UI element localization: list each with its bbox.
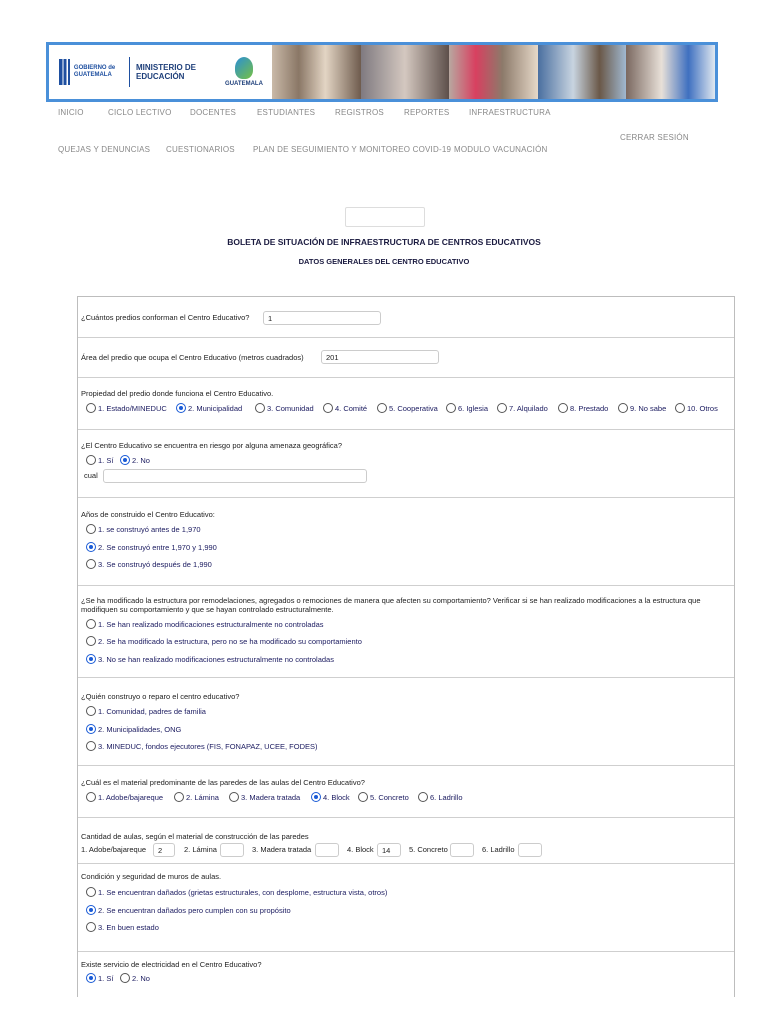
radio-icon[interactable] bbox=[120, 973, 130, 983]
cantidad-lamina-input[interactable] bbox=[220, 843, 244, 857]
area-input[interactable]: 201 bbox=[321, 350, 439, 364]
radio-icon[interactable] bbox=[86, 619, 96, 629]
propiedad-opt-3[interactable]: 3. Comunidad bbox=[255, 403, 314, 413]
radio-selected-icon[interactable] bbox=[86, 724, 96, 734]
radio-icon[interactable] bbox=[675, 403, 685, 413]
predios-label: ¿Cuántos predios conforman el Centro Educativo? bbox=[81, 313, 250, 322]
material-opt-3[interactable]: 3. Madera tratada bbox=[229, 792, 300, 802]
section-electricidad bbox=[78, 951, 734, 997]
cantidad-madera-input[interactable] bbox=[315, 843, 339, 857]
radio-icon[interactable] bbox=[86, 792, 96, 802]
section-quien bbox=[78, 677, 734, 766]
radio-icon[interactable] bbox=[446, 403, 456, 413]
section-predios bbox=[78, 297, 734, 338]
propiedad-opt-1[interactable]: 1. Estado/MINEDUC bbox=[86, 403, 167, 413]
radio-selected-icon[interactable] bbox=[86, 905, 96, 915]
nav-inicio[interactable]: INICIO bbox=[58, 108, 84, 117]
propiedad-opt-2[interactable]: 2. Municipalidad bbox=[176, 403, 242, 413]
muros-opt-2[interactable]: 2. Se encuentran dañados pero cumplen con su propósito bbox=[86, 905, 291, 915]
radio-icon[interactable] bbox=[86, 636, 96, 646]
flag-icon bbox=[59, 59, 70, 85]
radio-icon[interactable] bbox=[86, 741, 96, 751]
radio-icon[interactable] bbox=[255, 403, 265, 413]
propiedad-opt-7[interactable]: 7. Alquilado bbox=[497, 403, 548, 413]
propiedad-opt-8[interactable]: 8. Prestado bbox=[558, 403, 608, 413]
radio-icon[interactable] bbox=[86, 524, 96, 534]
radio-selected-icon[interactable] bbox=[86, 542, 96, 552]
nav-plan-covid[interactable]: PLAN DE SEGUIMIENTO Y MONITOREO COVID-19 bbox=[253, 145, 452, 154]
cantidad-lamina-label: 2. Lámina bbox=[184, 845, 217, 854]
quien-label: ¿Quién construyo o reparo el centro educativo? bbox=[81, 692, 240, 701]
cantidad-concreto-input[interactable] bbox=[450, 843, 474, 857]
quien-opt-1[interactable]: 1. Comunidad, padres de familia bbox=[86, 706, 206, 716]
radio-icon[interactable] bbox=[86, 559, 96, 569]
cual-label: cual bbox=[84, 471, 98, 480]
propiedad-opt-10[interactable]: 10. Otros bbox=[675, 403, 718, 413]
nav-docentes[interactable]: DOCENTES bbox=[190, 108, 237, 117]
guatemala-logo: GUATEMALA bbox=[216, 45, 272, 99]
modif-opt-3[interactable]: 3. No se han realizado modificaciones estructuralmente no controladas bbox=[86, 654, 334, 664]
nav-quejas[interactable]: QUEJAS Y DENUNCIAS bbox=[58, 145, 151, 154]
page-title: BOLETA DE SITUACIÓN DE INFRAESTRUCTURA DE CENTROS EDUCATIVOS bbox=[227, 237, 541, 247]
header-banner bbox=[46, 42, 718, 102]
radio-selected-icon[interactable] bbox=[176, 403, 186, 413]
nav-cuestionarios[interactable]: CUESTIONARIOS bbox=[166, 145, 235, 154]
riesgo-opt-1[interactable]: 1. Sí bbox=[86, 455, 113, 465]
quien-opt-3[interactable]: 3. MINEDUC, fondos ejecutores (FIS, FONAPAZ, UCEE, FODES) bbox=[86, 741, 318, 751]
nav-infraestructura[interactable]: INFRAESTRUCTURA bbox=[469, 108, 551, 117]
cantidad-adobe-label: 1. Adobe/bajareque bbox=[81, 845, 147, 854]
modif-opt-2[interactable]: 2. Se ha modificado la estructura, pero no se ha modificado su comportamiento bbox=[86, 636, 362, 646]
propiedad-opt-5[interactable]: 5. Cooperativa bbox=[377, 403, 438, 413]
radio-icon[interactable] bbox=[229, 792, 239, 802]
propiedad-opt-9[interactable]: 9. No sabe bbox=[618, 403, 666, 413]
section-riesgo bbox=[78, 429, 734, 498]
material-opt-6[interactable]: 6. Ladrillo bbox=[418, 792, 463, 802]
radio-selected-icon[interactable] bbox=[86, 654, 96, 664]
section-anios bbox=[78, 497, 734, 586]
section-material bbox=[78, 765, 734, 818]
muros-opt-3[interactable]: 3. En buen estado bbox=[86, 922, 159, 932]
electricidad-opt-1[interactable]: 1. Sí bbox=[86, 973, 113, 983]
gobierno-logo bbox=[49, 45, 129, 99]
radio-icon[interactable] bbox=[418, 792, 428, 802]
section-modificaciones bbox=[78, 585, 734, 678]
section-propiedad bbox=[78, 377, 734, 430]
section-cantidad bbox=[78, 817, 734, 864]
riesgo-label: ¿El Centro Educativo se encuentra en riesgo por alguna amenaza geográfica? bbox=[81, 441, 342, 450]
material-opt-5[interactable]: 5. Concreto bbox=[358, 792, 409, 802]
predios-input[interactable]: 1 bbox=[263, 311, 381, 325]
nav-vacunacion[interactable]: MODULO VACUNACIÓN bbox=[454, 145, 548, 154]
infraestructura-form bbox=[77, 296, 735, 997]
cantidad-ladrillo-label: 6. Ladrillo bbox=[482, 845, 515, 854]
radio-icon[interactable] bbox=[497, 403, 507, 413]
mineduc-logo: MINISTERIO DE EDUCACIÓN bbox=[129, 57, 216, 87]
gobierno-text: GOBIERNO de GUATEMALA bbox=[73, 65, 116, 78]
quien-opt-2[interactable]: 2. Municipalidades, ONG bbox=[86, 724, 181, 734]
cantidad-madera-label: 3. Madera tratada bbox=[252, 845, 312, 854]
radio-icon[interactable] bbox=[174, 792, 184, 802]
radio-icon[interactable] bbox=[86, 922, 96, 932]
propiedad-label: Propiedad del predio donde funciona el Centro Educativo. bbox=[81, 389, 274, 398]
anios-opt-3[interactable]: 3. Se construyó después de 1,990 bbox=[86, 559, 212, 569]
anios-label: Años de construido el Centro Educativo: bbox=[81, 510, 215, 519]
electricidad-label: Existe servicio de electricidad en el Centro Educativo? bbox=[81, 960, 262, 969]
nav-estudiantes[interactable]: ESTUDIANTES bbox=[257, 108, 316, 117]
cantidad-concreto-label: 5. Concreto bbox=[409, 845, 448, 854]
riesgo-opt-2[interactable]: 2. No bbox=[120, 455, 150, 465]
material-opt-2[interactable]: 2. Lámina bbox=[174, 792, 219, 802]
nav-reportes[interactable]: REPORTES bbox=[404, 108, 450, 117]
material-opt-4[interactable]: 4. Block bbox=[311, 792, 350, 802]
cantidad-block-input[interactable]: 14 bbox=[377, 843, 401, 857]
propiedad-opt-4[interactable]: 4. Comité bbox=[323, 403, 367, 413]
radio-icon[interactable] bbox=[86, 455, 96, 465]
radio-icon[interactable] bbox=[618, 403, 628, 413]
radio-selected-icon[interactable] bbox=[311, 792, 321, 802]
cantidad-adobe-input[interactable]: 2 bbox=[153, 843, 175, 857]
material-opt-1[interactable]: 1. Adobe/bajareque bbox=[86, 792, 163, 802]
radio-icon[interactable] bbox=[323, 403, 333, 413]
area-label: Área del predio que ocupa el Centro Educativo (metros cuadrados) bbox=[81, 353, 304, 362]
anios-opt-1[interactable]: 1. se construyó antes de 1,970 bbox=[86, 524, 201, 534]
electricidad-opt-2[interactable]: 2. No bbox=[120, 973, 150, 983]
guatemala-symbol-icon bbox=[235, 57, 253, 79]
section-area bbox=[78, 337, 734, 378]
page-subtitle: DATOS GENERALES DEL CENTRO EDUCATIVO bbox=[298, 257, 470, 266]
cantidad-label: Cantidad de aulas, según el material de construcción de las paredes bbox=[81, 832, 309, 841]
section-muros bbox=[78, 863, 734, 952]
radio-icon[interactable] bbox=[558, 403, 568, 413]
nav-ciclo-lectivo[interactable]: CICLO LECTIVO bbox=[108, 108, 172, 117]
anios-opt-2[interactable]: 2. Se construyó entre 1,970 y 1,990 bbox=[86, 542, 217, 552]
muros-label: Condición y seguridad de muros de aulas. bbox=[81, 872, 222, 881]
cual-input[interactable] bbox=[103, 469, 367, 483]
cantidad-ladrillo-input[interactable] bbox=[518, 843, 542, 857]
radio-icon[interactable] bbox=[86, 887, 96, 897]
modificaciones-label: ¿Se ha modificado la estructura por remodelaciones, agregados o remociones de manera que afecten su comportamiento? Verificar si se han realizado modificaciones a la estructura que modifiquen su comportamiento y que se hayan controlado estructuralmente. bbox=[81, 596, 701, 614]
radio-icon[interactable] bbox=[377, 403, 387, 413]
radio-icon[interactable] bbox=[358, 792, 368, 802]
cantidad-block-label: 4. Block bbox=[347, 845, 374, 854]
modif-opt-1[interactable]: 1. Se han realizado modificaciones estructuralmente no controladas bbox=[86, 619, 324, 629]
radio-icon[interactable] bbox=[86, 403, 96, 413]
radio-selected-icon[interactable] bbox=[120, 455, 130, 465]
banner-photos bbox=[272, 45, 715, 99]
propiedad-opt-6[interactable]: 6. Iglesia bbox=[446, 403, 488, 413]
nav-registros[interactable]: REGISTROS bbox=[335, 108, 384, 117]
muros-opt-1[interactable]: 1. Se encuentran dañados (grietas estructurales, con desplome, estructura vista, otros) bbox=[86, 887, 387, 897]
radio-selected-icon[interactable] bbox=[86, 973, 96, 983]
empty-box bbox=[345, 207, 425, 227]
material-label: ¿Cuál es el material predominante de las paredes de las aulas del Centro Educativo? bbox=[81, 778, 365, 787]
radio-icon[interactable] bbox=[86, 706, 96, 716]
